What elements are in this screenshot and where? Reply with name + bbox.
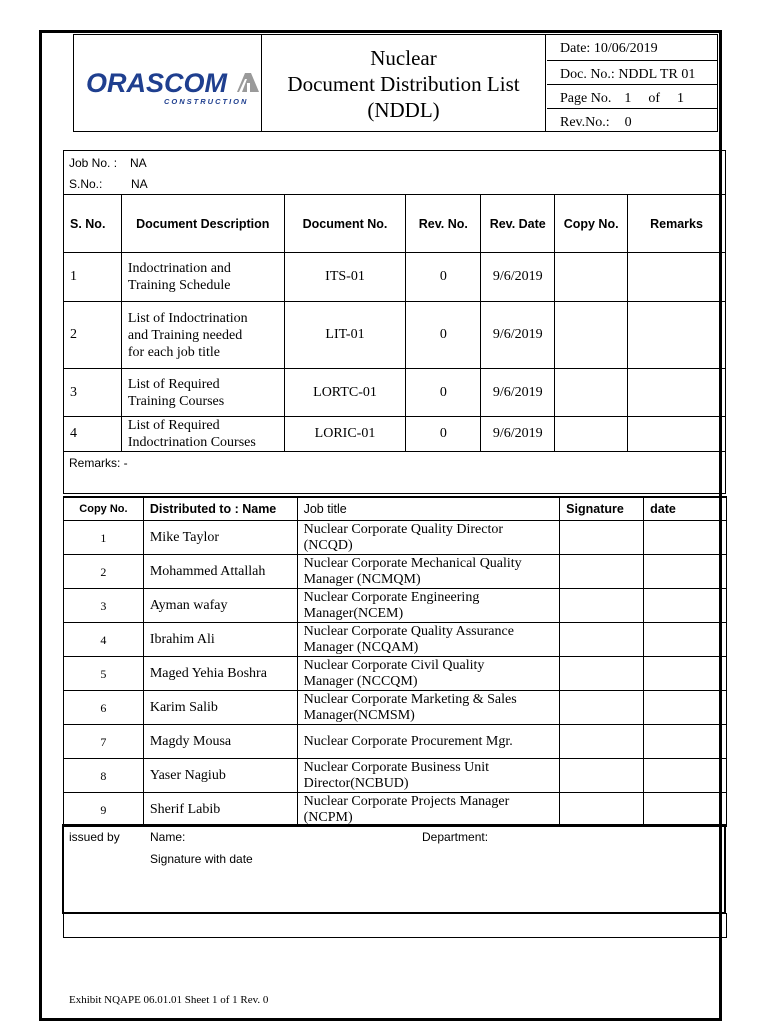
dist-copy-cell: 3 xyxy=(64,589,144,623)
dist-job-title-cell xyxy=(297,793,560,827)
job-title-line: Nuclear Corporate Quality Director xyxy=(303,521,504,537)
issuer-name-label: Name: xyxy=(150,830,186,844)
job-title-line: Manager(NCEM) xyxy=(303,605,404,621)
dist-name-cell: Ibrahim Ali xyxy=(143,623,297,657)
job-title-line: Nuclear Corporate Procurement Mgr. xyxy=(303,733,513,749)
dist-name-cell: Maged Yehia Boshra xyxy=(143,657,297,691)
dist-copy-cell: 8 xyxy=(64,759,144,793)
doc-description-line: and Training needed xyxy=(127,327,243,343)
document-row xyxy=(64,369,726,417)
sno-label: S.No.: xyxy=(69,177,103,191)
document-header xyxy=(73,34,718,132)
dist-job-title-cell xyxy=(297,657,560,691)
dist-date-cell xyxy=(644,725,727,759)
dist-date-cell xyxy=(644,555,727,589)
dist-job-title-cell xyxy=(297,725,560,759)
col-header-document-no: Document No. xyxy=(284,195,406,253)
rev-value: 0 xyxy=(624,115,632,130)
col-header-description: Document Description xyxy=(121,195,284,253)
doc-number-cell: LORTC-01 xyxy=(284,369,406,417)
job-title-line: Nuclear Corporate Engineering xyxy=(303,589,480,605)
job-title-line: Manager (NCMQM) xyxy=(303,571,421,587)
col-header-signature: Signature xyxy=(560,497,644,521)
dist-date-cell xyxy=(644,657,727,691)
distribution-row xyxy=(64,793,727,827)
job-title-line: Nuclear Corporate Marketing & Sales xyxy=(303,691,517,707)
doc-sno-cell: 2 xyxy=(64,302,122,369)
distribution-table xyxy=(63,496,727,827)
dist-signature-cell xyxy=(560,657,644,691)
dist-name-cell: Mike Taylor xyxy=(143,521,297,555)
dist-signature-cell xyxy=(560,793,644,827)
document-title xyxy=(262,35,546,131)
issued-by-label: issued by xyxy=(69,830,120,844)
dist-signature-cell xyxy=(560,555,644,589)
dist-date-cell xyxy=(644,521,727,555)
logo-subtitle: CONSTRUCTION xyxy=(164,97,249,106)
doc-sno-cell: 3 xyxy=(64,369,122,417)
dist-copy-cell: 7 xyxy=(64,725,144,759)
doc-rev-cell: 0 xyxy=(406,302,481,369)
col-header-remarks: Remarks xyxy=(628,195,726,253)
dist-job-title-cell xyxy=(297,623,560,657)
page-label: Page No. xyxy=(560,91,612,106)
job-title-line: (NCPM) xyxy=(303,809,353,825)
document-remarks: Remarks: - xyxy=(69,456,128,470)
title-line-1: Nuclear xyxy=(370,46,437,70)
doc-description-line: for each job title xyxy=(127,344,221,360)
job-title-line: Nuclear Corporate Mechanical Quality xyxy=(303,555,522,571)
distribution-row xyxy=(64,555,727,589)
document-row xyxy=(64,302,726,369)
doc-rev-date-cell: 9/6/2019 xyxy=(481,302,555,369)
col-header-sno: S. No. xyxy=(64,195,122,253)
dist-copy-cell: 6 xyxy=(64,691,144,725)
footer-exhibit: Exhibit NQAPE 06.01.01 Sheet 1 of 1 Rev. 0 xyxy=(69,994,269,1006)
doc-description-line: Indoctrination and xyxy=(127,261,231,276)
page-of: of xyxy=(648,91,660,106)
logo-wordmark: ORASCOM xyxy=(86,68,227,98)
distribution-table-header xyxy=(64,497,727,521)
job-title-line: Director(NCBUD) xyxy=(303,775,409,791)
page-total: 1 xyxy=(677,91,684,106)
dist-copy-cell: 1 xyxy=(64,521,144,555)
logo-emblem-icon xyxy=(237,73,259,92)
col-header-job-title: Job title xyxy=(297,497,560,521)
dist-job-title-cell xyxy=(297,521,560,555)
doc-description-cell xyxy=(121,253,284,302)
dist-date-cell xyxy=(644,793,727,827)
doc-number-cell: LORIC-01 xyxy=(284,417,406,452)
department-label: Department: xyxy=(422,830,489,844)
doc-copy-cell xyxy=(555,417,628,452)
doc-number-cell: LIT-01 xyxy=(284,302,406,369)
doc-description-cell xyxy=(121,369,284,417)
dist-name-cell: Mohammed Attallah xyxy=(143,555,297,589)
dist-copy-cell: 2 xyxy=(64,555,144,589)
job-no-label: Job No. : xyxy=(69,156,118,170)
dist-name-cell: Ayman wafay xyxy=(143,589,297,623)
dist-job-title-cell xyxy=(297,555,560,589)
page-current: 1 xyxy=(624,91,632,106)
doc-copy-cell xyxy=(555,253,628,302)
dist-signature-cell xyxy=(560,691,644,725)
revision-field xyxy=(547,115,717,131)
title-line-2: Document Distribution List xyxy=(287,72,520,96)
dist-name-cell: Sherif Labib xyxy=(143,793,297,827)
doc-remarks-cell xyxy=(628,253,726,302)
dist-signature-cell xyxy=(560,623,644,657)
doc-rev-date-cell: 9/6/2019 xyxy=(481,417,555,452)
doc-remarks-cell xyxy=(628,369,726,417)
dist-signature-cell xyxy=(560,725,644,759)
col-header-rev-date: Rev. Date xyxy=(481,195,555,253)
doc-rev-cell: 0 xyxy=(406,369,481,417)
doc-description-line: List of Indoctrination xyxy=(127,310,248,326)
logo-cell xyxy=(74,35,262,131)
col-header-name: Distributed to : Name xyxy=(143,497,297,521)
doc-description-line: Training Courses xyxy=(127,393,225,409)
doc-remarks-cell xyxy=(628,302,726,369)
doc-description-cell xyxy=(121,417,284,452)
job-title-line: Nuclear Corporate Civil Quality xyxy=(303,657,485,673)
dist-date-cell xyxy=(644,623,727,657)
distribution-row xyxy=(64,521,727,555)
dist-copy-cell: 5 xyxy=(64,657,144,691)
dist-copy-cell: 4 xyxy=(64,623,144,657)
dist-job-title-cell xyxy=(297,691,560,725)
rev-label: Rev.No.: xyxy=(560,115,610,130)
distribution-row xyxy=(64,691,727,725)
doc-number-cell: ITS-01 xyxy=(284,253,406,302)
dist-job-title-cell xyxy=(297,589,560,623)
dist-date-cell xyxy=(644,589,727,623)
doc-description-line: List of Required xyxy=(127,376,220,392)
page-number-field xyxy=(547,91,717,107)
job-title-line: Nuclear Corporate Business Unit xyxy=(303,759,490,775)
col-header-date: date xyxy=(644,497,727,521)
distribution-row xyxy=(64,657,727,691)
col-header-copy: Copy No. xyxy=(64,497,144,521)
dist-signature-cell xyxy=(560,521,644,555)
job-no-value: NA xyxy=(130,156,147,170)
doc-sno-cell: 1 xyxy=(64,253,122,302)
doc-remarks-cell xyxy=(628,417,726,452)
bottom-blank-row xyxy=(63,913,727,938)
job-title-line: Nuclear Corporate Quality Assurance xyxy=(303,623,514,639)
doc-rev-date-cell: 9/6/2019 xyxy=(481,253,555,302)
dist-date-cell xyxy=(644,691,727,725)
distribution-row xyxy=(64,623,727,657)
dist-signature-cell xyxy=(560,759,644,793)
document-row xyxy=(64,417,726,452)
document-table xyxy=(63,194,726,452)
col-header-copy-no: Copy No. xyxy=(555,195,628,253)
dist-job-title-cell xyxy=(297,759,560,793)
date-field: Date: 10/06/2019 xyxy=(560,41,658,56)
document-table-header xyxy=(64,195,726,253)
doc-description-line: Training Schedule xyxy=(127,278,231,293)
doc-copy-cell xyxy=(555,369,628,417)
dist-date-cell xyxy=(644,759,727,793)
document-row xyxy=(64,253,726,302)
dist-name-cell: Karim Salib xyxy=(143,691,297,725)
job-title-line: Manager(NCMSM) xyxy=(303,707,415,723)
doc-copy-cell xyxy=(555,302,628,369)
doc-rev-cell: 0 xyxy=(406,417,481,452)
doc-description-line: Indoctrination Courses xyxy=(127,435,256,450)
signature-with-date-label: Signature with date xyxy=(150,852,253,866)
document-meta xyxy=(547,35,717,131)
distribution-row xyxy=(64,759,727,793)
doc-number-field: Doc. No.: NDDL TR 01 xyxy=(560,67,696,82)
doc-description-cell xyxy=(121,302,284,369)
doc-sno-cell: 4 xyxy=(64,417,122,452)
doc-rev-cell: 0 xyxy=(406,253,481,302)
dist-name-cell: Yaser Nagiub xyxy=(143,759,297,793)
distribution-row xyxy=(64,725,727,759)
distribution-row xyxy=(64,589,727,623)
job-title-line: (NCQD) xyxy=(303,537,353,553)
doc-rev-date-cell: 9/6/2019 xyxy=(481,369,555,417)
job-title-line: Manager (NCCQM) xyxy=(303,673,418,689)
job-title-line: Manager (NCQAM) xyxy=(303,639,419,655)
orascom-logo xyxy=(74,35,261,131)
sno-value: NA xyxy=(131,177,148,191)
col-header-rev-no: Rev. No. xyxy=(406,195,481,253)
dist-name-cell: Magdy Mousa xyxy=(143,725,297,759)
doc-description-line: List of Required xyxy=(127,418,220,433)
dist-copy-cell: 9 xyxy=(64,793,144,827)
dist-signature-cell xyxy=(560,589,644,623)
job-title-line: Nuclear Corporate Projects Manager xyxy=(303,793,510,809)
title-line-3: (NDDL) xyxy=(367,98,440,122)
